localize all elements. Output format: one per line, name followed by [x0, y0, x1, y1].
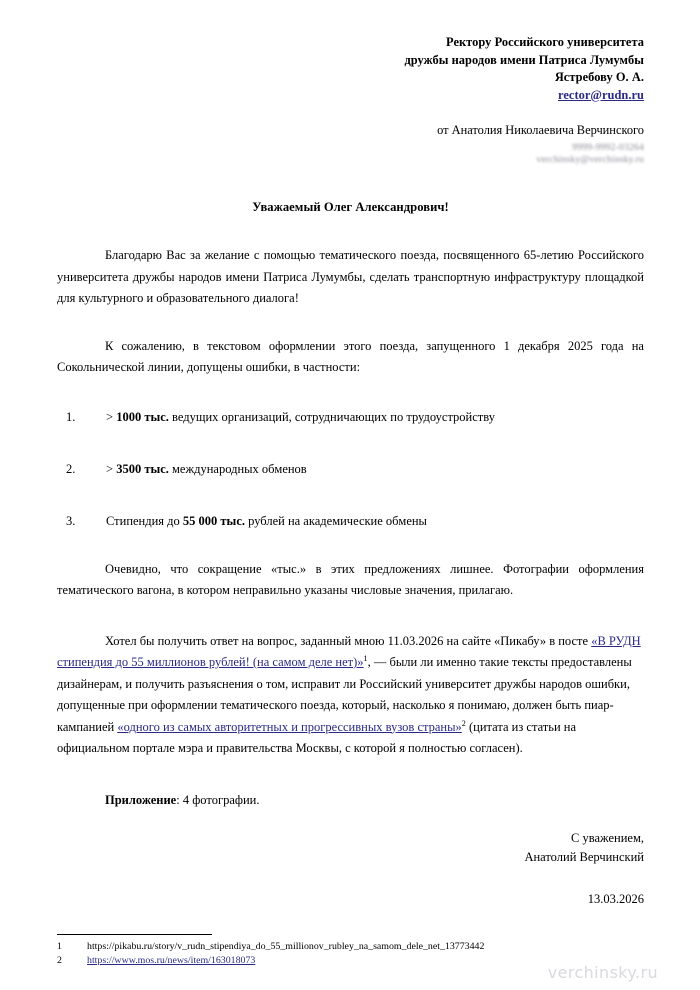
footnote-separator-rule	[57, 934, 212, 935]
signature-closing: С уважением,	[571, 830, 644, 845]
signature-block	[57, 829, 644, 867]
list-item-rest: рублей на академические обмены	[245, 513, 427, 528]
request-segment-3: (цитата из статьи на официальном портале мэра и правительства Москвы, с которой я полностью согласен).	[57, 719, 577, 755]
attachment-value: : 4 фотографии.	[176, 792, 260, 807]
footnote-text: https://pikabu.ru/story/v_rudn_stipendiya_do_55_millionov_rubley_na_samom_dele_net_13773442	[87, 941, 485, 952]
list-item-prefix: >	[106, 409, 117, 424]
list-item-bold: 3500 тыс.	[116, 461, 169, 476]
paragraph-errors-intro: К сожалению, в текстовом оформлении этого поезда, запущенного 1 декабря 2025 года на Сокольнической линии, допущены ошибки, в частности:	[57, 338, 644, 374]
list-item	[57, 511, 644, 532]
signature-date: 13.03.2026	[587, 891, 644, 906]
list-item-bold: 1000 тыс.	[116, 409, 169, 424]
pikabu-post-link[interactable]: «В РУДН стипендия до 55 миллионов рублей! (на самом деле нет)»	[57, 633, 641, 669]
addressee-block	[57, 34, 644, 104]
paragraph-thanks: Благодарю Вас за желание с помощью тематического поезда, посвященного 65-летию Российского университета дружбы народов имени Патриса Лумумбы, сделать транспортную инфраструктуру площадкой для культурного и образовательного диалога!	[57, 248, 644, 305]
list-item-number: 2.	[66, 461, 76, 476]
paragraph-obvious: Очевидно, что сокращение «тыс.» в этих предложениях лишнее. Фотографии оформления тематического вагона, в котором неправильно указаны числовые значения, прилагаю.	[57, 561, 644, 597]
list-item-text	[106, 407, 644, 428]
sender-from-line: от Анатолия Николаевича Верчинского	[437, 123, 644, 137]
request-segment-2: , — были ли именно такие тексты предоставлены дизайнерам, и получить разъяснения о том, исправит ли Российский университет дружбы народов ошибки, допущенные при оформлении тематического поезда, который, насколько я понимаю, должен быть пиар-кампанией	[57, 655, 632, 734]
sender-phone-redacted: 9999-9992-03264	[572, 142, 644, 153]
paragraph-request	[57, 631, 644, 760]
list-item-bold: 55 000 тыс.	[182, 513, 245, 528]
sender-email-redacted: verchinsky@verchinsky.ru	[536, 154, 644, 165]
addressee-line-2: дружбы народов имени Патриса Лумумбы	[404, 52, 644, 67]
footnote-ref-2[interactable]: 2	[461, 718, 466, 728]
list-item-rest: ведущих организаций, сотрудничающих по трудоустройству	[168, 409, 495, 424]
signature-name: Анатолий Верчинский	[524, 849, 644, 864]
list-item-prefix: >	[106, 461, 117, 476]
sender-block	[57, 122, 644, 166]
list-item-number: 3.	[66, 513, 76, 528]
footnote-row	[57, 940, 647, 954]
watermark: verchinsky.ru	[547, 963, 658, 982]
addressee-line-1: Ректору Российского университета	[445, 35, 644, 49]
list-item-prefix: Стипендия до	[106, 513, 183, 528]
list-item	[57, 459, 644, 480]
list-item-text	[106, 511, 644, 532]
attachment-line	[57, 790, 644, 811]
footnote-marker: 2	[57, 955, 62, 966]
footnote-marker: 1	[57, 941, 62, 952]
attachment-label: Приложение	[105, 792, 177, 807]
footnote-ref-1[interactable]: 1	[363, 653, 368, 663]
errors-list	[57, 407, 644, 532]
list-item-number: 1.	[66, 409, 76, 424]
list-item	[57, 407, 644, 428]
greeting: Уважаемый Олег Александрович!	[252, 200, 449, 214]
addressee-email-line	[57, 87, 644, 105]
list-item-text	[106, 459, 644, 480]
addressee-line-3: Ястребову О. А.	[554, 70, 644, 84]
mos-quote-link[interactable]: «одного из самых авторитетных и прогрессивных вузов страны»	[117, 719, 462, 734]
list-item-rest: международных обменов	[168, 461, 307, 476]
rector-email-link[interactable]: rector@rudn.ru	[558, 87, 644, 102]
request-segment-1: Хотел бы получить ответ на вопрос, заданный мною 11.03.2026 на сайте «Пикабу» в посте	[105, 633, 592, 648]
footnote-link[interactable]: https://www.mos.ru/news/item/163018073	[87, 955, 256, 966]
